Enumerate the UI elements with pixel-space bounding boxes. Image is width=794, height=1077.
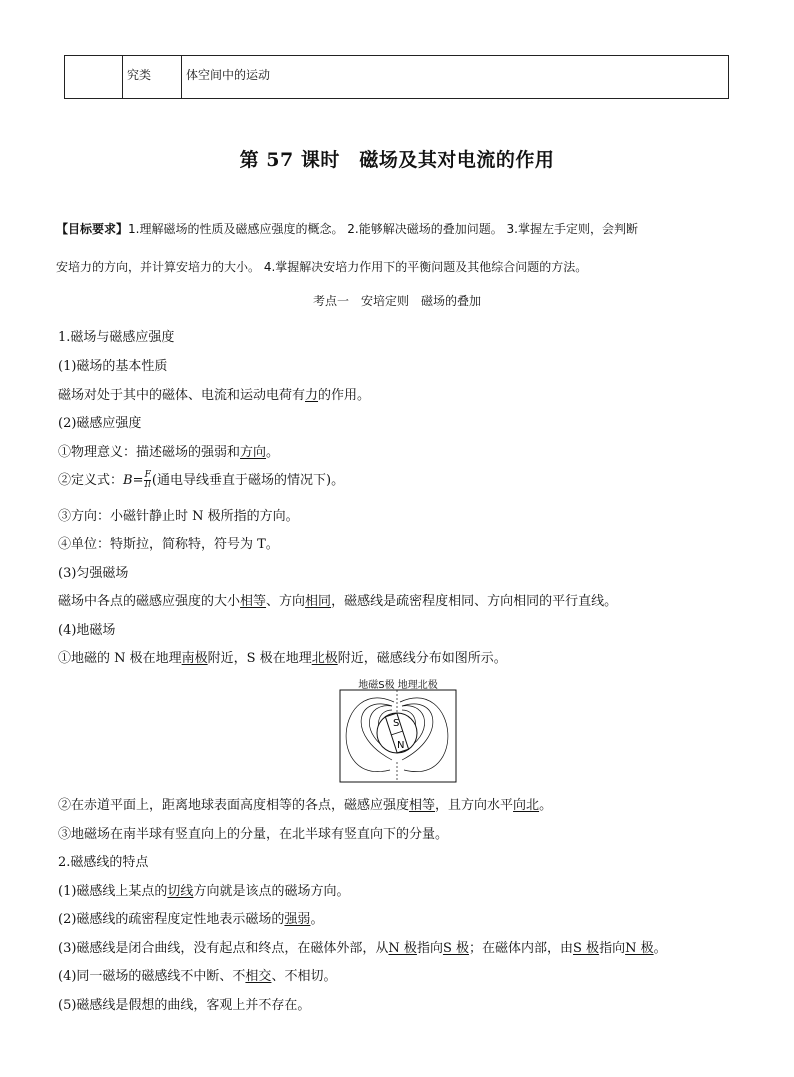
text: 。 xyxy=(310,912,324,927)
fraction-numerator: F xyxy=(144,470,151,480)
text: 。 xyxy=(266,445,280,460)
text: (4)同一磁场的磁感线不中断、不 xyxy=(58,969,246,984)
goal-line-1 xyxy=(56,210,746,248)
underlined-answer: 相等 xyxy=(240,594,267,609)
underlined-answer: N 极 xyxy=(388,941,417,956)
text: 、不相切。 xyxy=(271,969,337,984)
paragraph xyxy=(58,384,370,403)
underlined-answer: 力 xyxy=(305,388,319,403)
text: (3)磁感线是闭合曲线，没有起点和终点，在磁体外部，从 xyxy=(58,941,389,956)
underlined-answer: 相交 xyxy=(245,969,272,984)
text: ②定义式： xyxy=(58,473,124,488)
heading-1: 1.磁场与磁感应强度 xyxy=(58,330,175,345)
text: 。 xyxy=(539,798,553,813)
formula-line xyxy=(58,469,344,490)
paragraph xyxy=(58,937,667,956)
subheading: (3)匀强磁场 xyxy=(58,566,129,581)
text: 方向就是该点的磁场方向。 xyxy=(193,884,350,899)
underlined-answer: 向北 xyxy=(513,798,540,813)
text: ，磁感线是疏密程度相同、方向相同的平行直线。 xyxy=(331,594,618,609)
figure-S-label: S xyxy=(393,718,400,729)
text: 磁场中各点的磁感应强度的大小 xyxy=(58,594,241,609)
paragraph xyxy=(58,590,617,609)
text: 指向 xyxy=(416,941,443,956)
goal-tag: 【目标要求】 xyxy=(56,222,129,236)
fraction-denominator: Il xyxy=(144,480,151,490)
figure-N-label: N xyxy=(397,740,405,751)
underlined-answer: S 极 xyxy=(573,941,600,956)
text: (1)磁感线上某点的 xyxy=(58,884,168,899)
underlined-answer: 方向 xyxy=(240,445,267,460)
text: 附近，磁感线分布如图所示。 xyxy=(337,651,507,666)
text: 、方向 xyxy=(266,594,306,609)
underlined-answer: 相同 xyxy=(305,594,332,609)
text: 的作用。 xyxy=(318,388,371,403)
subheading: (4)地磁场 xyxy=(58,623,116,638)
section-heading: 考点一 安培定则 磁场的叠加 xyxy=(312,294,481,308)
underlined-answer: 切线 xyxy=(167,884,194,899)
underlined-answer: 北极 xyxy=(311,651,338,666)
text: 附近，S 极在地理 xyxy=(207,651,312,666)
paragraph xyxy=(58,908,323,927)
paragraph xyxy=(58,647,507,666)
formula-variable: B xyxy=(123,473,133,488)
figure-caption-label: 地磁S极 地理北极 xyxy=(358,680,438,691)
paragraph: (5)磁感线是假想的曲线，客观上并不存在。 xyxy=(58,998,311,1013)
text: ；在磁体内部，由 xyxy=(469,941,574,956)
text: ①地磁的 N 极在地理 xyxy=(58,651,182,666)
heading-2: 2.磁感线的特点 xyxy=(58,855,149,870)
goal-text: 1.理解磁场的性质及磁感应强度的概念。 2.能够解决磁场的叠加问题。 3.掌握左手定则，会判断 xyxy=(128,222,638,236)
text: ②在赤道平面上，距离地球表面高度相等的各点，磁感应强度 xyxy=(58,798,410,813)
goal-requirements xyxy=(56,210,746,286)
subheading: (2)磁感应强度 xyxy=(58,416,142,431)
underlined-answer: 相等 xyxy=(409,798,436,813)
paragraph xyxy=(58,441,279,460)
paragraph xyxy=(58,965,336,984)
page-title: 第 57 课时 磁场及其对电流的作用 xyxy=(239,149,555,171)
underlined-answer: S 极 xyxy=(442,941,469,956)
paragraph xyxy=(58,880,349,899)
text: ①物理意义：描述磁场的强弱和 xyxy=(58,445,241,460)
top-table-fragment xyxy=(64,55,729,99)
text: 指向 xyxy=(599,941,626,956)
paragraph xyxy=(58,794,552,813)
table-cell-empty xyxy=(65,56,123,98)
paragraph: ④单位：特斯拉，简称特，符号为 T。 xyxy=(58,537,279,552)
table-cell: 体空间中的运动 xyxy=(186,68,271,82)
underlined-answer: N 极 xyxy=(625,941,654,956)
text: (通电导线垂直于磁场的情况下)。 xyxy=(151,473,345,488)
fraction xyxy=(144,471,150,490)
formula-operator: = xyxy=(132,473,144,488)
goal-line-2: 安培力的方向，并计算安培力的大小。 4.掌握解决安培力作用下的平衡问题及其他综合问题的方法。 xyxy=(56,260,588,274)
underlined-answer: 强弱 xyxy=(284,912,311,927)
subheading: (1)磁场的基本性质 xyxy=(58,359,168,374)
table-cell: 究类 xyxy=(123,56,182,98)
paragraph: ③地磁场在南半球有竖直向上的分量，在北半球有竖直向下的分量。 xyxy=(58,827,449,842)
text: 。 xyxy=(653,941,667,956)
paragraph: ③方向：小磁针静止时 N 极所指的方向。 xyxy=(58,509,299,524)
text: (2)磁感线的疏密程度定性地表示磁场的 xyxy=(58,912,285,927)
text: ，且方向水平 xyxy=(435,798,514,813)
earth-magnetic-field-figure xyxy=(336,676,460,784)
underlined-answer: 南极 xyxy=(181,651,208,666)
text: 磁场对处于其中的磁体、电流和运动电荷有 xyxy=(58,388,306,403)
